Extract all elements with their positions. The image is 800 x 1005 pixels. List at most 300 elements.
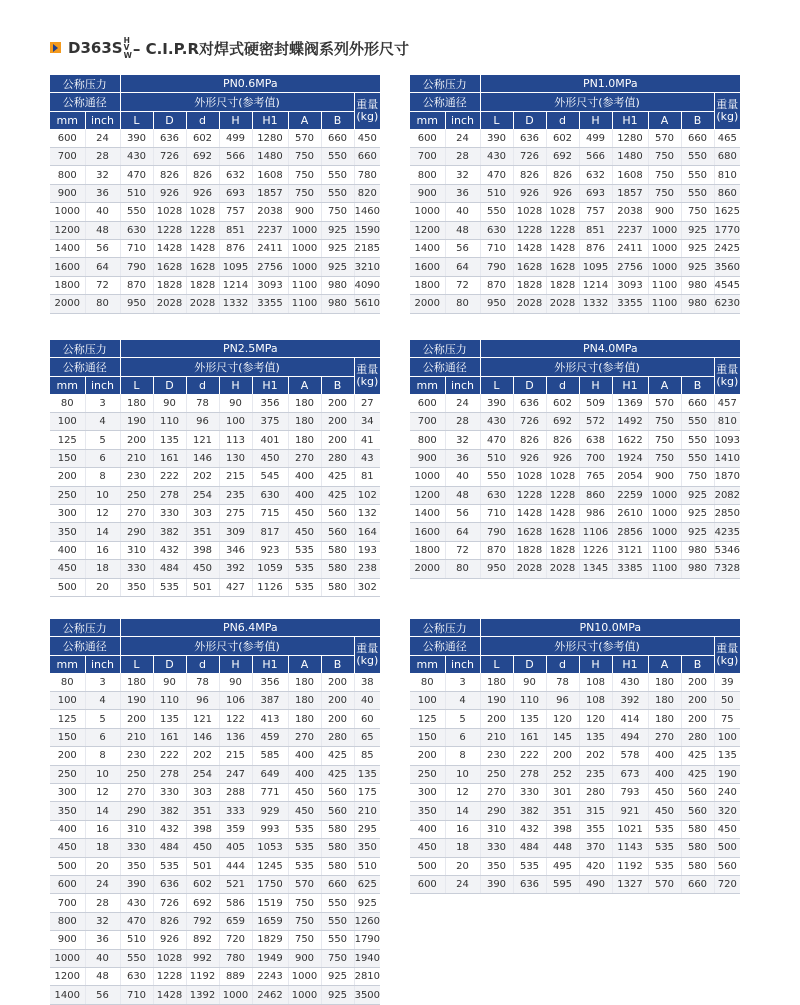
table-cell: 602 <box>186 129 219 147</box>
table-cell: 2243 <box>252 967 288 985</box>
table-cell: 295 <box>354 820 380 838</box>
table-cell: 600 <box>410 129 445 147</box>
table-cell: 27 <box>354 394 380 412</box>
table-cell: 580 <box>681 839 714 857</box>
table-cell: 600 <box>50 129 85 147</box>
column-header-row <box>410 111 740 129</box>
table-cell: 270 <box>288 449 321 467</box>
table-cell: 1750 <box>252 875 288 893</box>
table-cell: 18 <box>445 839 480 857</box>
table-cell: 1000 <box>288 258 321 276</box>
table-cell: 2185 <box>354 240 380 258</box>
table-cell: 450 <box>354 129 380 147</box>
table-cell: 110 <box>513 692 546 710</box>
table-cell: 585 <box>252 747 288 765</box>
table-cell: 333 <box>219 802 252 820</box>
table-cell: 200 <box>120 431 153 449</box>
table-cell: 750 <box>288 894 321 912</box>
table-cell: 2856 <box>612 523 648 541</box>
table-cell: 2028 <box>186 295 219 313</box>
table-cell: 108 <box>579 692 612 710</box>
table-cell: 1600 <box>410 523 445 541</box>
table-cell: 375 <box>252 413 288 431</box>
column-header: D <box>153 376 186 394</box>
table-cell: 510 <box>354 857 380 875</box>
table-cell: 550 <box>681 413 714 431</box>
table-cell: 1028 <box>186 203 219 221</box>
table-cell: 1000 <box>648 240 681 258</box>
table-cell: 60 <box>354 710 380 728</box>
table-cell: 659 <box>219 912 252 930</box>
table-cell: 750 <box>648 449 681 467</box>
table-cell: 726 <box>153 894 186 912</box>
table-cell: 200 <box>50 747 85 765</box>
table-cell: 254 <box>186 765 219 783</box>
table-cell: 630 <box>480 486 513 504</box>
table-cell: 330 <box>153 505 186 523</box>
table-cell: 1628 <box>513 258 546 276</box>
table-cell: 500 <box>50 578 85 596</box>
table-cell: 710 <box>480 505 513 523</box>
weight-label-line1: 重量 <box>356 642 379 656</box>
table-cell: 750 <box>321 949 354 967</box>
table-cell: 78 <box>546 673 579 691</box>
table-cell: 40 <box>85 203 120 221</box>
table-cell: 432 <box>513 820 546 838</box>
column-header: D <box>153 655 186 673</box>
table-cell: 925 <box>321 258 354 276</box>
table-cell: 889 <box>219 967 252 985</box>
table-cell: 200 <box>321 431 354 449</box>
table-cell: 1100 <box>648 541 681 559</box>
table-cell: 509 <box>579 394 612 412</box>
table-cell: 925 <box>681 221 714 239</box>
table-cell: 950 <box>480 295 513 313</box>
table-cell: 1828 <box>513 276 546 294</box>
table-cell: 710 <box>480 240 513 258</box>
table-cell: 470 <box>480 166 513 184</box>
pressure-label: 公称压力 <box>410 75 480 93</box>
table-cell: 720 <box>714 875 740 893</box>
table-cell: 636 <box>513 394 546 412</box>
table-cell: 1095 <box>579 258 612 276</box>
table-cell: 1228 <box>186 221 219 239</box>
table-cell: 2462 <box>252 986 288 1004</box>
table-cell: 630 <box>480 221 513 239</box>
table-cell: 876 <box>579 240 612 258</box>
table-cell: 510 <box>480 449 513 467</box>
table-cell: 350 <box>50 802 85 820</box>
table-cell: 5 <box>85 710 120 728</box>
table-cell: 560 <box>321 505 354 523</box>
table-cell: 1345 <box>579 560 612 578</box>
table-row <box>410 560 740 578</box>
table-cell: 1028 <box>153 949 186 967</box>
table-cell: 692 <box>546 148 579 166</box>
table-cell: 72 <box>445 276 480 294</box>
table-cell: 870 <box>480 541 513 559</box>
table-cell: 230 <box>480 747 513 765</box>
table-cell: 190 <box>120 692 153 710</box>
table-cell: 24 <box>445 129 480 147</box>
table-cell: 100 <box>714 728 740 746</box>
header-row <box>50 75 380 93</box>
table-cell: 4545 <box>714 276 740 294</box>
table-cell: 450 <box>410 839 445 857</box>
table-cell: 200 <box>321 413 354 431</box>
table-cell: 926 <box>513 449 546 467</box>
table-cell: 550 <box>120 203 153 221</box>
table-cell: 350 <box>50 523 85 541</box>
table-cell: 457 <box>714 394 740 412</box>
table-cell: 980 <box>321 276 354 294</box>
table-cell: 125 <box>410 710 445 728</box>
dims-label: 外形尺寸(参考值) <box>480 93 714 111</box>
table-cell: 1800 <box>410 541 445 559</box>
table-cell: 80 <box>445 560 480 578</box>
table-row <box>410 728 740 746</box>
column-header: H <box>219 111 252 129</box>
table-cell: 566 <box>219 148 252 166</box>
table-row <box>410 394 740 412</box>
table-cell: 40 <box>445 468 480 486</box>
dims-label: 外形尺寸(参考值) <box>480 358 714 376</box>
column-header: d <box>186 655 219 673</box>
table-cell: 2411 <box>612 240 648 258</box>
table-cell: 180 <box>288 692 321 710</box>
table-cell: 1143 <box>612 839 648 857</box>
table-row <box>410 129 740 147</box>
table-cell: 190 <box>120 413 153 431</box>
table-cell: 1828 <box>546 276 579 294</box>
table-cell: 900 <box>410 449 445 467</box>
table-cell: 570 <box>288 129 321 147</box>
table-cell: 851 <box>579 221 612 239</box>
table-row <box>50 820 380 838</box>
table-cell: 275 <box>219 505 252 523</box>
table-cell: 660 <box>681 129 714 147</box>
pressure-label: 公称压力 <box>410 619 480 637</box>
table-cell: 303 <box>186 784 219 802</box>
table-row <box>50 258 380 276</box>
table-cell: 108 <box>579 673 612 691</box>
table-cell: 270 <box>120 505 153 523</box>
column-header: A <box>288 111 321 129</box>
table-cell: 420 <box>579 857 612 875</box>
table-cell: 2038 <box>252 203 288 221</box>
table-row <box>410 258 740 276</box>
table-row <box>410 148 740 166</box>
table-cell: 660 <box>681 875 714 893</box>
table-cell: 425 <box>681 747 714 765</box>
table-cell: 161 <box>153 728 186 746</box>
weight-label-line1: 重量 <box>356 363 379 377</box>
table-cell: 817 <box>252 523 288 541</box>
table-cell: 210 <box>120 728 153 746</box>
table-cell: 926 <box>546 184 579 202</box>
table-cell: 5610 <box>354 295 380 313</box>
table-cell: 1106 <box>579 523 612 541</box>
table-cell: 925 <box>321 967 354 985</box>
table-cell: 2237 <box>252 221 288 239</box>
table-cell: 535 <box>648 820 681 838</box>
table-cell: 200 <box>681 673 714 691</box>
table-row <box>410 692 740 710</box>
table-cell: 387 <box>252 692 288 710</box>
table-cell: 450 <box>186 560 219 578</box>
table-cell: 448 <box>546 839 579 857</box>
title-model: D363S <box>68 39 123 57</box>
table-cell: 390 <box>480 875 513 893</box>
table-cell: 414 <box>612 710 648 728</box>
table-cell: 535 <box>288 857 321 875</box>
table-cell: 80 <box>50 394 85 412</box>
table-cell: 135 <box>579 728 612 746</box>
table-cell: 1100 <box>288 295 321 313</box>
table-cell: 1028 <box>513 468 546 486</box>
table-cell: 330 <box>513 784 546 802</box>
table-row <box>50 875 380 893</box>
table-cell: 560 <box>714 857 740 875</box>
table-cell: 72 <box>445 541 480 559</box>
table-cell: 280 <box>321 449 354 467</box>
table-row <box>410 413 740 431</box>
table-cell: 550 <box>681 148 714 166</box>
table-cell: 250 <box>50 765 85 783</box>
table-cell: 41 <box>354 431 380 449</box>
table-cell: 400 <box>288 765 321 783</box>
table-cell: 750 <box>288 166 321 184</box>
table-row <box>410 166 740 184</box>
table-cell: 102 <box>354 486 380 504</box>
table-cell: 710 <box>120 986 153 1004</box>
column-header: H1 <box>252 111 288 129</box>
table-cell: 750 <box>681 468 714 486</box>
table-row <box>50 710 380 728</box>
table-cell: 2028 <box>513 295 546 313</box>
table-cell: 535 <box>648 857 681 875</box>
column-header: H <box>579 111 612 129</box>
table-cell: 1828 <box>153 276 186 294</box>
table-cell: 780 <box>354 166 380 184</box>
table-cell: 535 <box>288 578 321 596</box>
table-cell: 580 <box>321 578 354 596</box>
table-cell: 499 <box>579 129 612 147</box>
column-header: H1 <box>252 655 288 673</box>
table-cell: 330 <box>153 784 186 802</box>
table-cell: 780 <box>219 949 252 967</box>
column-header: inch <box>85 111 120 129</box>
table-cell: 1608 <box>252 166 288 184</box>
table-cell: 106 <box>219 692 252 710</box>
table-cell: 90 <box>513 673 546 691</box>
table-cell: 164 <box>354 523 380 541</box>
table-cell: 771 <box>252 784 288 802</box>
table-cell: 280 <box>681 728 714 746</box>
table-cell: 20 <box>85 578 120 596</box>
table-cell: 2000 <box>410 295 445 313</box>
table-cell: 280 <box>321 728 354 746</box>
table-cell: 700 <box>50 894 85 912</box>
table-row <box>50 449 380 467</box>
table-cell: 1600 <box>410 258 445 276</box>
table-cell: 459 <box>252 728 288 746</box>
table-cell: 2082 <box>714 486 740 504</box>
table-cell: 2054 <box>612 468 648 486</box>
table-cell: 900 <box>288 203 321 221</box>
table-cell: 1000 <box>648 505 681 523</box>
weight-label-line1: 重量 <box>356 98 379 112</box>
column-header: B <box>321 655 354 673</box>
table-cell: 161 <box>513 728 546 746</box>
table-cell: 400 <box>288 747 321 765</box>
table-cell: 309 <box>219 523 252 541</box>
table-row <box>50 728 380 746</box>
table-cell: 673 <box>612 765 648 783</box>
table-cell: 980 <box>681 541 714 559</box>
table-cell: 250 <box>120 486 153 504</box>
table-cell: 303 <box>186 505 219 523</box>
table-cell: 1214 <box>219 276 252 294</box>
table-cell: 1000 <box>288 967 321 985</box>
table-cell: 12 <box>445 784 480 802</box>
table-cell: 750 <box>288 148 321 166</box>
header-row <box>410 93 740 111</box>
play-arrow-icon <box>50 41 62 55</box>
table-cell: 2810 <box>354 967 380 985</box>
table-cell: 2000 <box>410 560 445 578</box>
pressure-value: PN6.4MPa <box>120 619 380 637</box>
table-cell: 135 <box>714 747 740 765</box>
table-cell: 560 <box>321 523 354 541</box>
header-row <box>50 340 380 358</box>
table-cell: 550 <box>681 431 714 449</box>
table-cell: 230 <box>120 747 153 765</box>
table-cell: 85 <box>354 747 380 765</box>
table-cell: 75 <box>714 710 740 728</box>
table-cell: 6 <box>85 728 120 746</box>
table-cell: 1628 <box>153 258 186 276</box>
table-cell: 2259 <box>612 486 648 504</box>
table-cell: 359 <box>219 820 252 838</box>
column-header: mm <box>410 376 445 394</box>
table-cell: 1628 <box>513 523 546 541</box>
table-cell: 1480 <box>252 148 288 166</box>
table-cell: 1028 <box>546 468 579 486</box>
bore-label: 公称通径 <box>50 93 120 111</box>
table-cell: 14 <box>85 802 120 820</box>
table-cell: 926 <box>513 184 546 202</box>
table-cell: 992 <box>186 949 219 967</box>
table-cell: 1332 <box>219 295 252 313</box>
pressure-value: PN1.0MPa <box>480 75 740 93</box>
table-cell: 550 <box>681 449 714 467</box>
table-cell: 110 <box>153 692 186 710</box>
table-cell: 470 <box>480 431 513 449</box>
table-cell: 810 <box>714 166 740 184</box>
table-row <box>50 765 380 783</box>
table-cell: 860 <box>714 184 740 202</box>
table-row <box>410 240 740 258</box>
table-cell: 180 <box>648 692 681 710</box>
table-cell: 692 <box>186 148 219 166</box>
table-cell: 270 <box>120 784 153 802</box>
table-cell: 200 <box>321 710 354 728</box>
table-cell: 1590 <box>354 221 380 239</box>
table-row <box>50 949 380 967</box>
table-cell: 1628 <box>546 523 579 541</box>
table-cell: 2028 <box>546 560 579 578</box>
table-row <box>50 894 380 912</box>
table-cell: 535 <box>288 541 321 559</box>
table-cell: 1428 <box>546 505 579 523</box>
table-cell: 432 <box>153 541 186 559</box>
table-cell: 310 <box>120 541 153 559</box>
pressure-value: PN0.6MPa <box>120 75 380 93</box>
column-header: B <box>681 376 714 394</box>
table-cell: 8 <box>85 468 120 486</box>
table-cell: 1000 <box>648 523 681 541</box>
bore-label: 公称通径 <box>410 358 480 376</box>
table-cell: 1228 <box>513 221 546 239</box>
spec-table-pn1-0 <box>410 75 740 314</box>
table-cell: 860 <box>579 486 612 504</box>
table-cell: 500 <box>50 857 85 875</box>
table-cell: 980 <box>681 276 714 294</box>
weight-label-line2: (kg) <box>356 654 379 668</box>
table-cell: 636 <box>513 875 546 893</box>
table-cell: 726 <box>513 148 546 166</box>
table-row <box>50 413 380 431</box>
table-cell: 5 <box>445 710 480 728</box>
table-cell: 50 <box>714 692 740 710</box>
header-row <box>410 619 740 637</box>
table-cell: 400 <box>288 486 321 504</box>
column-header: D <box>513 376 546 394</box>
table-cell: 222 <box>153 747 186 765</box>
table-cell: 28 <box>445 413 480 431</box>
table-cell: 125 <box>50 710 85 728</box>
table-cell: 43 <box>354 449 380 467</box>
table-cell: 1870 <box>714 468 740 486</box>
table-cell: 1428 <box>546 240 579 258</box>
table-row <box>410 449 740 467</box>
table-cell: 925 <box>354 894 380 912</box>
table-cell: 90 <box>219 394 252 412</box>
title-text: – C.I.P.R对焊式硬密封蝶阀系列外形尺寸 <box>132 39 410 58</box>
table-cell: 64 <box>445 523 480 541</box>
table-cell: 750 <box>648 166 681 184</box>
table-cell: 1492 <box>612 413 648 431</box>
table-row <box>410 857 740 875</box>
table-row <box>410 468 740 486</box>
column-header: H1 <box>612 376 648 394</box>
table-cell: 510 <box>120 184 153 202</box>
table-cell: 80 <box>50 673 85 691</box>
table-cell: 1021 <box>612 820 648 838</box>
table-cell: 278 <box>153 765 186 783</box>
table-cell: 1608 <box>612 166 648 184</box>
table-cell: 693 <box>579 184 612 202</box>
table-cell: 1228 <box>513 486 546 504</box>
table-cell: 81 <box>354 468 380 486</box>
table-cell: 1332 <box>579 295 612 313</box>
table-row <box>50 523 380 541</box>
table-cell: 24 <box>85 875 120 893</box>
table-cell: 202 <box>579 747 612 765</box>
table-cell: 430 <box>612 673 648 691</box>
table-cell: 826 <box>546 166 579 184</box>
